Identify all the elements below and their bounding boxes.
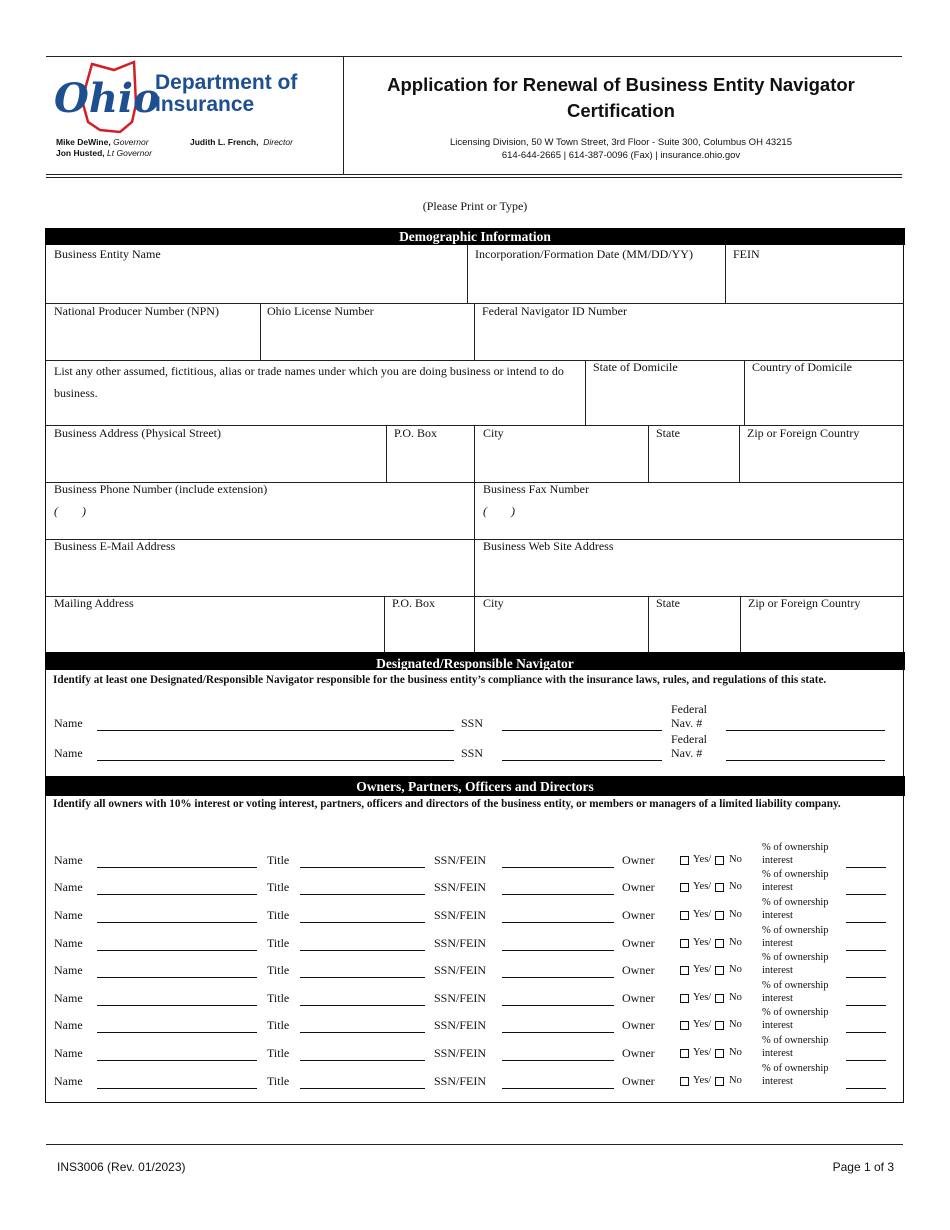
owner-name-label: Name — [54, 1074, 83, 1088]
owners-heading: Owners, Partners, Officers and Directors — [45, 776, 905, 796]
owner-label: Owner — [622, 1018, 655, 1032]
owner-yes-label: Yes/ — [693, 964, 712, 975]
owner-name-label: Name — [54, 936, 83, 950]
owner-no-checkbox[interactable] — [715, 1049, 724, 1058]
owner-no-label: No — [729, 964, 742, 975]
owner-ssn-label: SSN/FEIN — [434, 853, 487, 867]
owner-ssn-input[interactable] — [502, 950, 614, 951]
owner-label: Owner — [622, 908, 655, 922]
owner-yes-checkbox[interactable] — [680, 911, 689, 920]
owner-no-checkbox[interactable] — [715, 1077, 724, 1086]
page-number: Page 1 of 3 — [832, 1160, 894, 1174]
navigator-fed-label: Federal Nav. # — [671, 702, 707, 730]
owner-label: Owner — [622, 991, 655, 1005]
ohio-logo — [52, 60, 160, 136]
owner-ssn-input[interactable] — [502, 922, 614, 923]
navigator-ssn-input[interactable] — [502, 730, 662, 731]
owner-ssn-input[interactable] — [502, 1060, 614, 1061]
city-field[interactable]: City — [483, 426, 504, 440]
ownership-pct-label: % of ownership interest — [762, 1007, 829, 1031]
owner-no-label: No — [729, 854, 742, 865]
owner-ssn-label: SSN/FEIN — [434, 936, 487, 950]
owner-no-checkbox[interactable] — [715, 911, 724, 920]
header-bottom-rule-2 — [46, 177, 902, 178]
business-address-field[interactable]: Business Address (Physical Street) — [54, 426, 221, 440]
owner-yes-label: Yes/ — [693, 881, 712, 892]
owner-ssn-input[interactable] — [502, 1088, 614, 1089]
owner-title-input[interactable] — [300, 922, 425, 923]
navigator-fed-input[interactable] — [726, 760, 885, 761]
mailing-city-field[interactable]: City — [483, 596, 504, 610]
owner-title-label: Title — [267, 991, 290, 1005]
mailing-po-box-field[interactable]: P.O. Box — [392, 596, 436, 610]
ownership-pct-input[interactable] — [846, 1088, 886, 1089]
owner-title-label: Title — [267, 963, 290, 977]
owner-title-input[interactable] — [300, 950, 425, 951]
navigator-instruction: Identify at least one Designated/Responsible Navigator responsible for the business entity’s compliance with the insurance laws, rules, and regulations of this state. — [53, 674, 827, 686]
state-domicile-field[interactable]: State of Domicile — [593, 360, 678, 374]
owner-title-label: Title — [267, 1074, 290, 1088]
form-id: INS3006 (Rev. 01/2023) — [57, 1160, 186, 1174]
contact-line: 614-644-2665 | 614-387-0096 (Fax) | insurance.ohio.gov — [501, 150, 741, 161]
mailing-state-field[interactable]: State — [656, 596, 680, 610]
owner-title-input[interactable] — [300, 867, 425, 868]
governor-line: Mike DeWine, Governor — [56, 137, 149, 147]
navigator-ssn-input[interactable] — [502, 760, 662, 761]
owner-label: Owner — [622, 880, 655, 894]
owner-no-checkbox[interactable] — [715, 966, 724, 975]
mailing-address-field[interactable]: Mailing Address — [54, 596, 134, 610]
zip-field[interactable]: Zip or Foreign Country — [747, 426, 860, 440]
ownership-pct-input[interactable] — [846, 1060, 886, 1061]
owner-title-input[interactable] — [300, 1005, 425, 1006]
owner-ssn-input[interactable] — [502, 977, 614, 978]
fein-field[interactable]: FEIN — [733, 247, 760, 261]
owner-name-input[interactable] — [97, 977, 257, 978]
ownership-pct-input[interactable] — [846, 867, 886, 868]
owner-no-label: No — [729, 992, 742, 1003]
state-field[interactable]: State — [656, 426, 680, 440]
owner-name-input[interactable] — [97, 1088, 257, 1089]
owner-name-label: Name — [54, 880, 83, 894]
owner-no-checkbox[interactable] — [715, 939, 724, 948]
owner-yes-checkbox[interactable] — [680, 994, 689, 1003]
owner-no-label: No — [729, 909, 742, 920]
owner-yes-label: Yes/ — [693, 1075, 712, 1086]
owner-yes-checkbox[interactable] — [680, 939, 689, 948]
owner-name-input[interactable] — [97, 950, 257, 951]
header-top-rule — [46, 56, 902, 57]
owner-ssn-label: SSN/FEIN — [434, 908, 487, 922]
demographic-heading: Demographic Information — [45, 228, 905, 245]
owner-yes-label: Yes/ — [693, 937, 712, 948]
owner-ssn-label: SSN/FEIN — [434, 1074, 487, 1088]
owner-yes-label: Yes/ — [693, 1047, 712, 1058]
owner-no-label: No — [729, 1075, 742, 1086]
owners-instruction: Identify all owners with 10% interest or voting interest, partners, officers and directors of the business entity, or members or managers of a limited liability company. — [53, 798, 841, 810]
fax-area-code: ( ) — [483, 504, 515, 518]
owner-no-label: No — [729, 1019, 742, 1030]
business-email-field[interactable]: Business E-Mail Address — [54, 539, 176, 553]
print-note: (Please Print or Type) — [422, 199, 528, 213]
owner-ssn-label: SSN/FEIN — [434, 1018, 487, 1032]
owner-title-input[interactable] — [300, 1088, 425, 1089]
owner-title-input[interactable] — [300, 977, 425, 978]
owner-label: Owner — [622, 936, 655, 950]
owner-yes-label: Yes/ — [693, 909, 712, 920]
owner-name-label: Name — [54, 853, 83, 867]
ownership-pct-input[interactable] — [846, 950, 886, 951]
owner-label: Owner — [622, 963, 655, 977]
ownership-pct-label: % of ownership interest — [762, 869, 829, 893]
owner-name-input[interactable] — [97, 922, 257, 923]
department-name: Department of Insurance — [155, 71, 298, 116]
navigator-ssn-label: SSN — [461, 746, 484, 760]
country-domicile-field[interactable]: Country of Domicile — [752, 360, 852, 374]
owner-title-input[interactable] — [300, 1060, 425, 1061]
owner-name-label: Name — [54, 908, 83, 922]
navigator-name-label: Name — [54, 716, 83, 730]
owner-name-label: Name — [54, 1018, 83, 1032]
owner-yes-checkbox[interactable] — [680, 1021, 689, 1030]
npn-field[interactable]: National Producer Number (NPN) — [54, 304, 219, 318]
ownership-pct-label: % of ownership interest — [762, 980, 829, 1004]
header-divider — [343, 56, 344, 175]
owner-no-checkbox[interactable] — [715, 856, 724, 865]
mailing-zip-field[interactable]: Zip or Foreign Country — [748, 596, 861, 610]
navigator-fed-label: Federal Nav. # — [671, 732, 707, 760]
owner-name-input[interactable] — [97, 1060, 257, 1061]
owner-ssn-input[interactable] — [502, 894, 614, 895]
owner-label: Owner — [622, 853, 655, 867]
owner-name-input[interactable] — [97, 867, 257, 868]
owner-ssn-label: SSN/FEIN — [434, 1046, 487, 1060]
owner-no-checkbox[interactable] — [715, 883, 724, 892]
federal-navigator-id-field[interactable]: Federal Navigator ID Number — [482, 304, 627, 318]
owner-yes-checkbox[interactable] — [680, 883, 689, 892]
ownership-pct-label: % of ownership interest — [762, 952, 829, 976]
owner-name-label: Name — [54, 963, 83, 977]
owner-ssn-label: SSN/FEIN — [434, 991, 487, 1005]
owner-title-label: Title — [267, 880, 290, 894]
owner-yes-label: Yes/ — [693, 992, 712, 1003]
owner-yes-checkbox[interactable] — [680, 966, 689, 975]
owner-ssn-input[interactable] — [502, 867, 614, 868]
ownership-pct-label: % of ownership interest — [762, 1063, 829, 1087]
footer-rule — [46, 1144, 903, 1145]
header-bottom-rule — [46, 174, 902, 175]
ohio-wordmark: Ohio — [54, 75, 160, 122]
ownership-pct-input[interactable] — [846, 894, 886, 895]
ohio-license-field[interactable]: Ohio License Number — [267, 304, 374, 318]
ownership-pct-label: % of ownership interest — [762, 897, 829, 921]
owner-title-label: Title — [267, 936, 290, 950]
owner-no-label: No — [729, 937, 742, 948]
owner-title-input[interactable] — [300, 1032, 425, 1033]
owner-title-label: Title — [267, 908, 290, 922]
lt-governor-line: Jon Husted, Lt Governor — [56, 148, 152, 158]
navigator-heading: Designated/Responsible Navigator — [45, 652, 905, 670]
ownership-pct-label: % of ownership interest — [762, 1035, 829, 1059]
navigator-name-input[interactable] — [97, 760, 454, 761]
po-box-field[interactable]: P.O. Box — [394, 426, 438, 440]
ownership-pct-input[interactable] — [846, 922, 886, 923]
ownership-pct-input[interactable] — [846, 977, 886, 978]
ownership-pct-label: % of ownership interest — [762, 842, 829, 866]
owner-yes-label: Yes/ — [693, 854, 712, 865]
business-website-field[interactable]: Business Web Site Address — [483, 539, 614, 553]
owner-label: Owner — [622, 1074, 655, 1088]
business-fax-field[interactable]: Business Fax Number — [483, 482, 589, 496]
director-line: Judith L. French, Director — [190, 137, 293, 147]
owner-no-checkbox[interactable] — [715, 994, 724, 1003]
owner-ssn-label: SSN/FEIN — [434, 963, 487, 977]
owner-label: Owner — [622, 1046, 655, 1060]
page-title: Application for Renewal of Business Entity Navigator Certification — [387, 74, 855, 121]
owner-name-input[interactable] — [97, 1032, 257, 1033]
address-line: Licensing Division, 50 W Town Street, 3rd Floor - Suite 300, Columbus OH 43215 — [450, 137, 792, 148]
owner-no-label: No — [729, 1047, 742, 1058]
owner-no-label: No — [729, 881, 742, 892]
ownership-pct-label: % of ownership interest — [762, 925, 829, 949]
owner-yes-checkbox[interactable] — [680, 1077, 689, 1086]
navigator-name-input[interactable] — [97, 730, 454, 731]
navigator-ssn-label: SSN — [461, 716, 484, 730]
ownership-pct-input[interactable] — [846, 1005, 886, 1006]
owner-name-input[interactable] — [97, 1005, 257, 1006]
owner-ssn-input[interactable] — [502, 1005, 614, 1006]
owner-no-checkbox[interactable] — [715, 1021, 724, 1030]
owner-title-label: Title — [267, 853, 290, 867]
owner-title-label: Title — [267, 1046, 290, 1060]
ownership-pct-input[interactable] — [846, 1032, 886, 1033]
owner-yes-checkbox[interactable] — [680, 1049, 689, 1058]
navigator-name-label: Name — [54, 746, 83, 760]
owner-name-label: Name — [54, 991, 83, 1005]
business-entity-name-field[interactable]: Business Entity Name — [54, 247, 161, 261]
owner-title-label: Title — [267, 1018, 290, 1032]
owner-name-input[interactable] — [97, 894, 257, 895]
other-names-field[interactable]: List any other assumed, fictitious, alias or trade names under which you are doing business or intend to do business. — [54, 364, 564, 400]
owner-ssn-input[interactable] — [502, 1032, 614, 1033]
owner-ssn-label: SSN/FEIN — [434, 880, 487, 894]
owner-yes-checkbox[interactable] — [680, 856, 689, 865]
owner-yes-label: Yes/ — [693, 1019, 712, 1030]
owner-name-label: Name — [54, 1046, 83, 1060]
business-phone-field[interactable]: Business Phone Number (include extension) — [54, 482, 268, 496]
incorporation-date-field[interactable]: Incorporation/Formation Date (MM/DD/YY) — [475, 247, 693, 261]
navigator-fed-input[interactable] — [726, 730, 885, 731]
owner-title-input[interactable] — [300, 894, 425, 895]
phone-area-code: ( ) — [54, 504, 86, 518]
